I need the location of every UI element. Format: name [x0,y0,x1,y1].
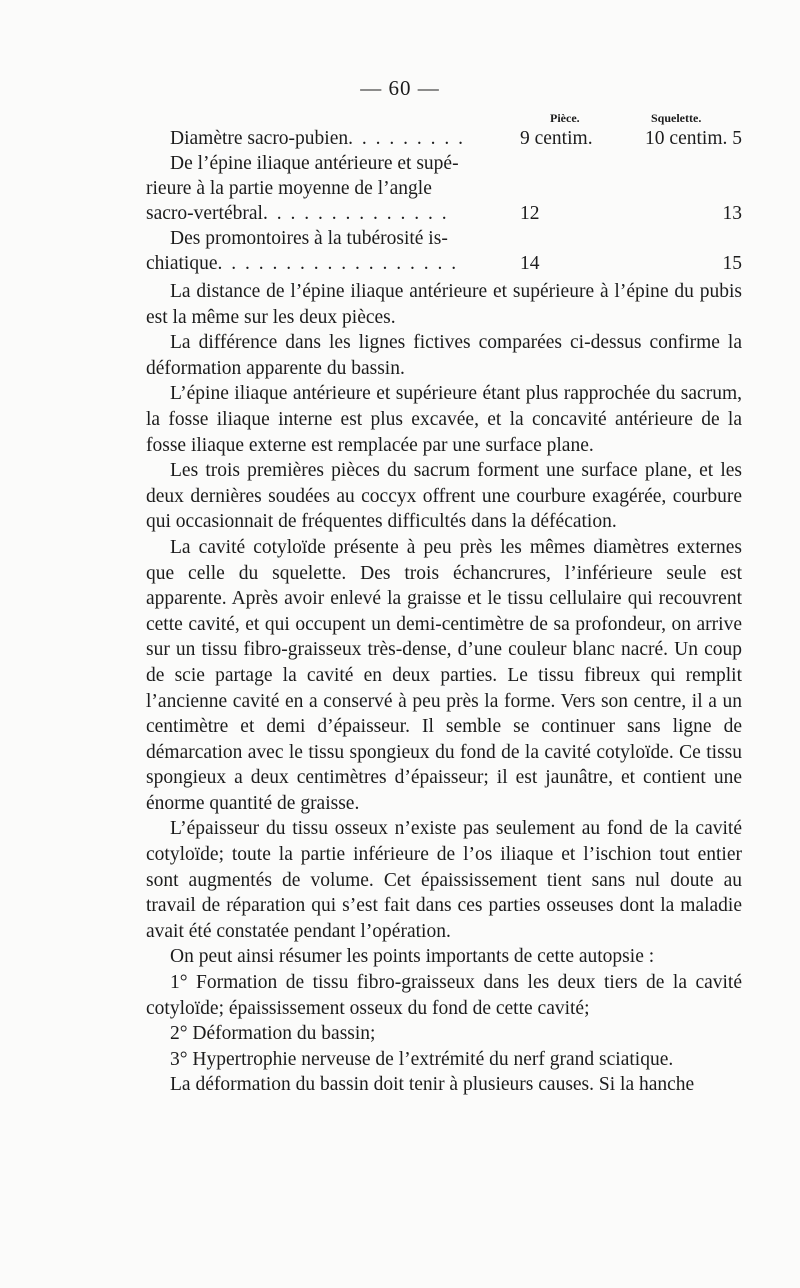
measurement-row [146,126,742,151]
paragraph: On peut ainsi résumer les points importants de cette autopsie : [170,946,655,968]
piece-value: 14 [520,253,540,274]
measurement-label: Diamètre sacro-pubien [170,128,349,149]
body-text [146,279,742,1098]
squelette-value: 13 [722,203,742,224]
column-header-piece: Pièce. [550,111,580,125]
measurement-label: chiatique [146,253,218,274]
paragraph: Les trois premières pièces du sacrum forment une surface plane, et les deux dernières soudées au coccyx offrent une courbure exagérée, courbure qui occasionnait de fréquentes difficultés dans la défécation. [146,460,742,533]
squelette-value: 10 centim. 5 [645,128,742,149]
paragraph: La cavité cotyloïde présente à peu près les mêmes diamètres externes que celle du squelette. Des trois échancrures, l’inférieure seule est apparente. Après avoir enlevé la graisse et le tissu cellulaire qui recouvrent cette cavité, et qui occupent un demi-centimètre de sa profondeur, on arrive sur un tissu fibro-graisseux très-dense, d’une couleur blanc nacré. Un coup de scie partage la cavité en deux parties. Le tissu fibreux qui remplit l’ancienne cavité en a conservé à peu près la forme. Vers son centre, il a un centimètre et demi d’épaisseur. Il semble se continuer sans ligne de démarcation avec le tissu spongieux du fond de la cavité cotyloïde. Ce tissu spongieux a deux centimètres d’épaisseur; il est jaunâtre, et contient une énorme quantité de graisse. [146,536,742,814]
measurement-table [146,126,742,276]
leader-dots: . . . . . . . . . . . . . . [262,203,449,224]
paragraph: La déformation du bassin doit tenir à plusieurs causes. Si la hanche [170,1074,695,1096]
list-item: 2° Déformation du bassin; [170,1023,376,1045]
leader-dots: . . . . . . . . . [348,128,466,149]
paragraph: La différence dans les lignes fictives comparées ci-dessus confirme la déformation apparente du bassin. [146,332,742,379]
piece-value: 12 [520,203,540,224]
piece-value: 9 centim. [520,128,593,149]
list-item: 3° Hypertrophie nerveuse de l’extrémité du nerf grand sciatique. [170,1048,674,1070]
leader-dots: . . . . . . . . . . . . . . . . . . [217,253,459,274]
measurement-label: Des promontoires à la tubérosité is- [170,228,448,249]
measurement-label: rieure à la partie moyenne de l’angle [146,178,432,199]
paragraph: L’épaisseur du tissu osseux n’existe pas seulement au fond de la cavité cotyloïde; toute la partie inférieure de l’os iliaque et l’ischion tout entier sont augmentés de volume. Cet épaississement tient sans nul doute au travail de réparation qui s’est fait dans ces parties osseuses dont la maladie avait été constatée pendant l’opération. [146,818,742,942]
measurement-label: De l’épine iliaque antérieure et supé- [170,153,459,174]
measurement-row [146,226,742,276]
page-number: — 60 — [360,76,440,100]
paragraph: L’épine iliaque antérieure et supérieure étant plus rapprochée du sacrum, la fosse iliaque interne est plus excavée, et la concavité antérieure de la fosse iliaque externe est remplacée par une surface plane. [146,383,742,456]
measurement-label: sacro-vertébral [146,203,263,224]
paragraph: La distance de l’épine iliaque antérieure et supérieure à l’épine du pubis est la même sur les deux pièces. [146,281,742,328]
list-item: 1° Formation de tissu fibro-graisseux dans les deux tiers de la cavité cotyloïde; épaississement osseux du fond de cette cavité; [146,972,742,1019]
measurement-row [146,151,742,226]
column-header-squelette: Squelette. [651,111,702,125]
squelette-value: 15 [722,253,742,274]
